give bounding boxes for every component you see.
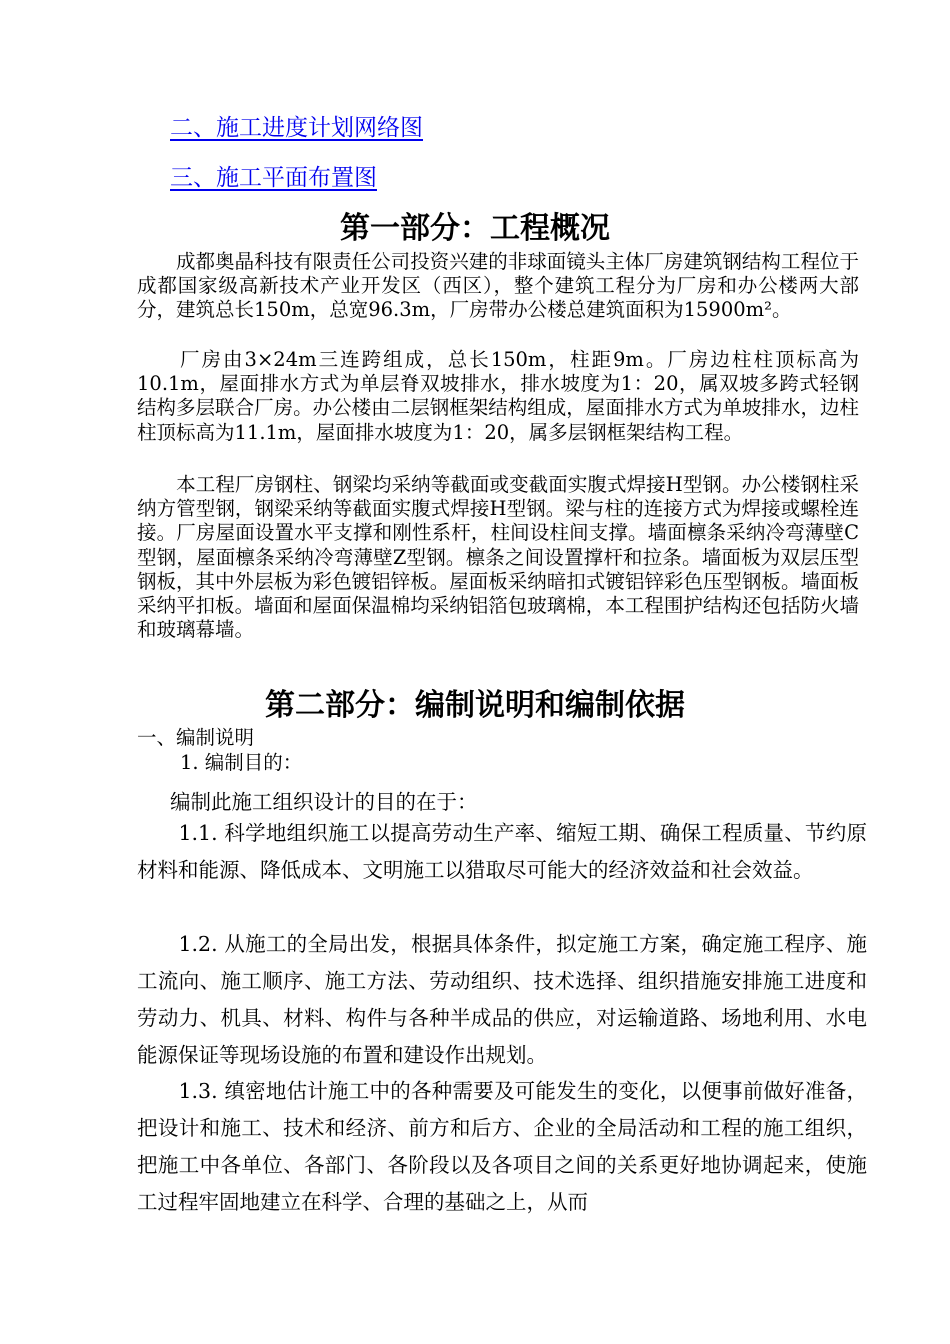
subsection-title: 1. 编制目的：	[180, 751, 303, 774]
list-item-1-2: 1.2. 从施工的全局出发，根据具体条件，拟定施工方案，确定施工程序、施工流向、施工顺序、施工方法、劳动组织、技术选择、组织措施安排施工进度和劳动力、机具、材料、构件与各种半成品的供应，对运输道路、场地利用、水电能源保证等现场设施的布置和建设作出规划。	[137, 932, 867, 1067]
section-title: 一、编制说明	[137, 726, 255, 749]
part1-paragraph-3: 本工程厂房钢柱、钢梁均采纳等截面或变截面实腹式焊接H型钢。办公楼钢柱采纳方管型钢，钢梁采纳等截面实腹式焊接H型钢。梁与柱的连接方式为焊接或螺栓连接。厂房屋面设置水平支撑和刚性系杆，柱间设柱间支撑。墙面檩条采纳冷弯薄壁C型钢，屋面檩条采纳冷弯薄壁Z型钢。檩条之间设置撑杆和拉条。墙面板为双层压型钢板，其中外层板为彩色镀铝锌板。屋面板采纳暗扣式镀铝锌彩色压型钢板。墙面板采纳平扣板。墙面和屋面保温棉均采纳铝箔包玻璃棉，本工程围护结构还包括防火墙和玻璃幕墙。	[137, 473, 859, 642]
part1-paragraph-2: 厂房由3×24m三连跨组成，总长150m，柱距9m。厂房边柱柱顶标高为10.1m，屋面排水方式为单层脊双坡排水，排水坡度为1：20，属双坡多跨式轻钢结构多层联合厂房。办公楼由二层钢框架结构组成，屋面排水方式为单坡排水，边柱柱顶标高为11.1m，屋面排水坡度为1：20，属多层钢框架结构工程。	[137, 348, 859, 444]
part2-heading: 第二部分：编制说明和编制依据	[265, 688, 685, 723]
list-item-1-3: 1.3. 缜密地估计施工中的各种需要及可能发生的变化，以便事前做好准备，把设计和施工、技术和经济、前方和后方、企业的全局活动和工程的施工组织，把施工中各单位、各部门、各阶段以及各项目之间的关系更好地协调起来，使施工过程牢固地建立在科学、合理的基础之上，从而	[137, 1079, 867, 1214]
toc-link-site-layout[interactable]: 三、施工平面布置图	[170, 165, 377, 191]
toc-link-schedule-network[interactable]: 二、施工进度计划网络图	[170, 115, 423, 141]
list-item-1-1: 1.1. 科学地组织施工以提高劳动生产率、缩短工期、确保工程质量、节约原材料和能源、降低成本、文明施工以猎取尽可能大的经济效益和社会效益。	[137, 821, 867, 882]
intro-text: 编制此施工组织设计的目的在于：	[170, 790, 478, 814]
part1-paragraph-1: 成都奥晶科技有限责任公司投资兴建的非球面镜头主体厂房建筑钢结构工程位于成都国家级高新技术产业开发区（西区），整个建筑工程分为厂房和办公楼两大部分，建筑总长150m，总宽96.3m，厂房带办公楼总建筑面积为15900m²。	[137, 250, 859, 322]
part1-heading: 第一部分：工程概况	[340, 211, 610, 246]
